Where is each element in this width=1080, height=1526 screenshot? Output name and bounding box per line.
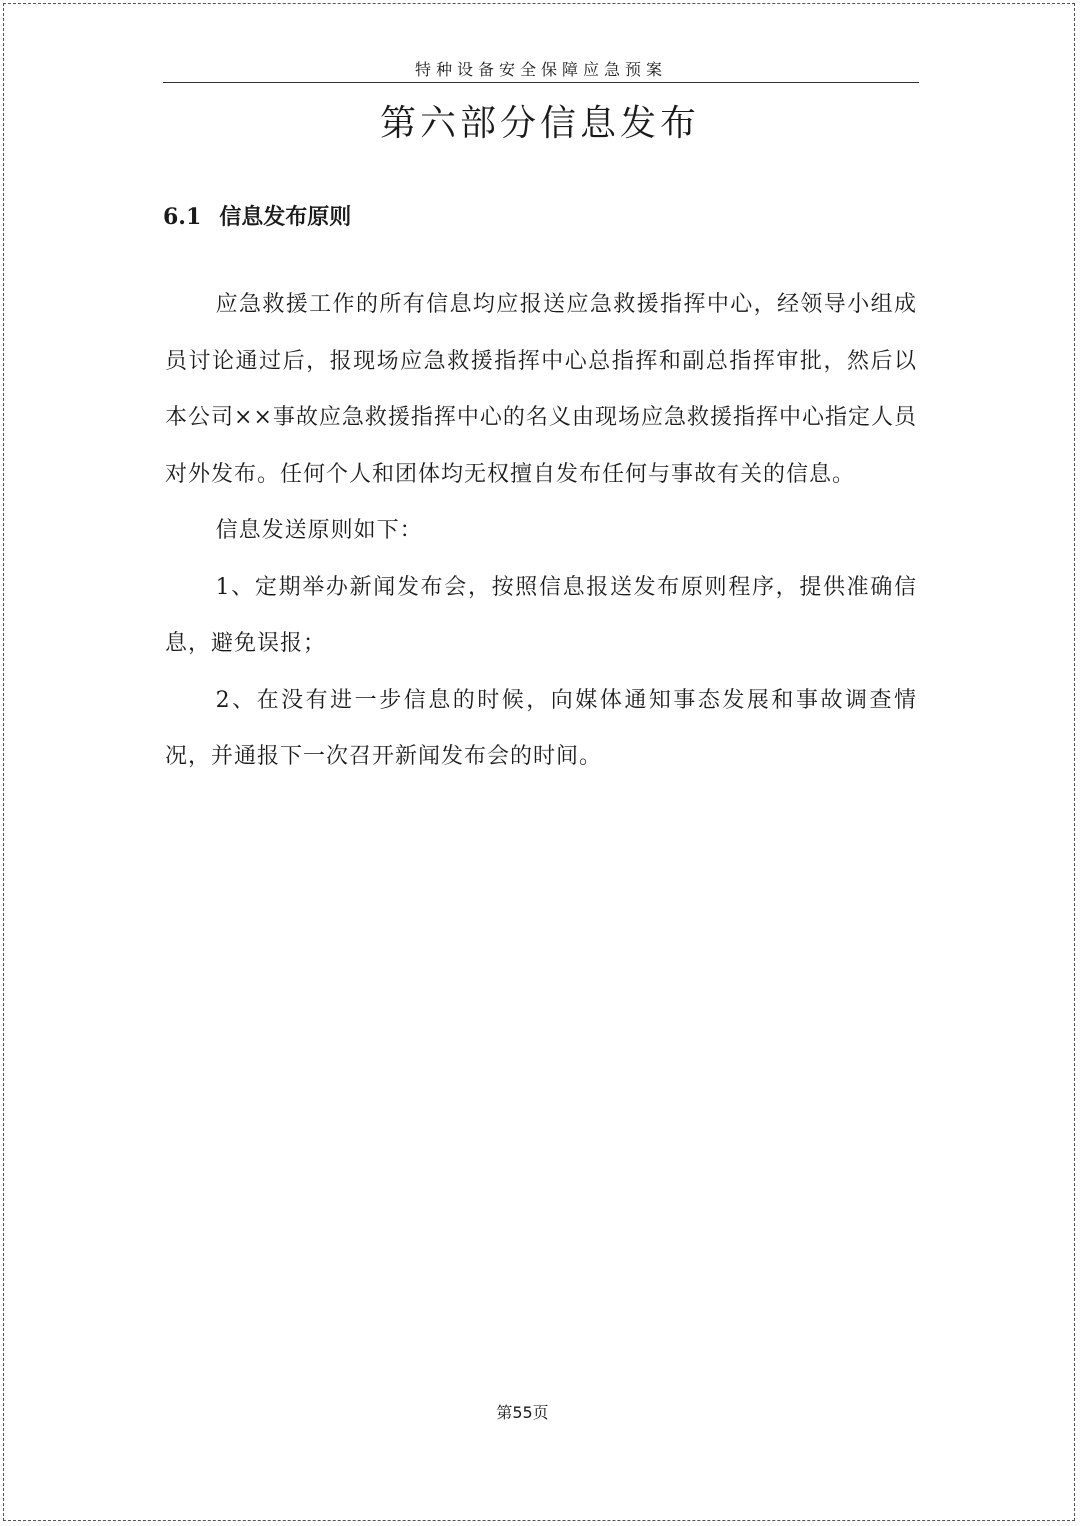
page-number: 第55页 [496, 1403, 549, 1422]
body-text [165, 277, 917, 786]
section-number: 6.1 [163, 204, 202, 230]
paragraph-item-2: 2、在没有进一步信息的时候，向媒体通知事态发展和事故调查情况，并通报下一次召开新闻发布会的时间。 [165, 687, 917, 769]
paragraph-send-principles-intro: 信息发送原则如下： [215, 518, 423, 543]
paragraph-item-1: 1、定期举办新闻发布会，按照信息报送发布原则程序，提供准确信息，避免误报； [165, 574, 917, 656]
section-heading [163, 200, 351, 234]
page-title: 第六部分信息发布 [379, 103, 700, 144]
paragraph-info-principle: 应急救援工作的所有信息均应报送应急救援指挥中心，经领导小组成员讨论通过后，报现场应急救援指挥中心总指挥和副总指挥审批，然后以本公司××事故应急救援指挥中心的名义由现场应急救援指挥中心指定人员对外发布。任何个人和团体均无权擅自发布任何与事故有关的信息。 [165, 292, 917, 487]
section-title: 信息发布原则 [219, 204, 352, 230]
running-header: 特种设备安全保障应急预案 [163, 58, 919, 83]
